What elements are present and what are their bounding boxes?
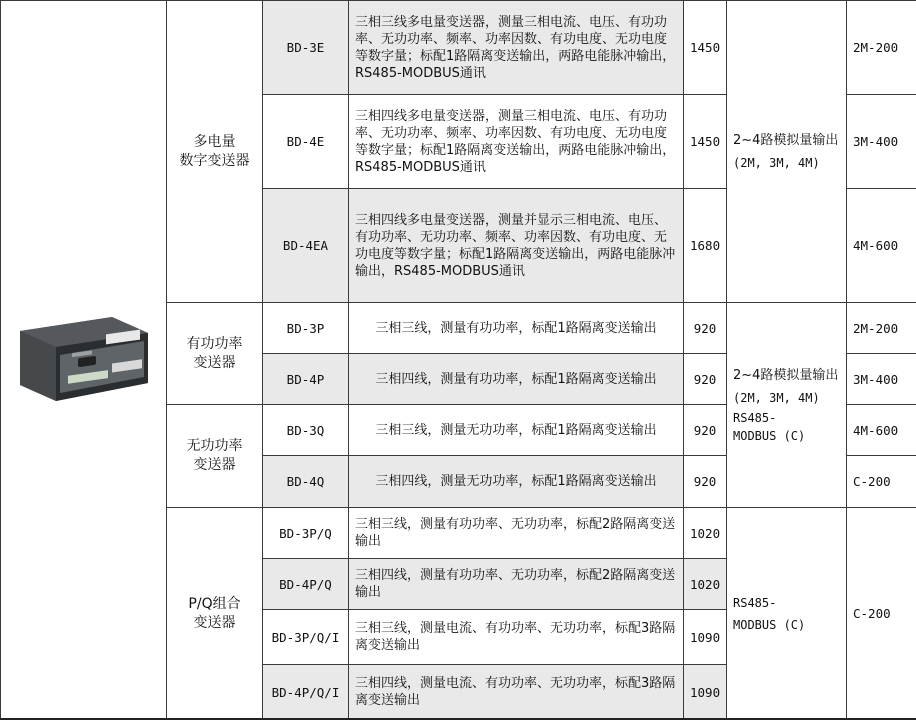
output-label: 2~4路模拟量输出	[733, 132, 839, 148]
extension-cell: C-200	[847, 508, 916, 720]
description-cell: 三相三线，测量电流、有功功率、无功功率，标配3路隔离变送输出	[349, 610, 684, 665]
price-cell: 1450	[684, 1, 727, 95]
device-image-cell	[1, 1, 167, 720]
model-cell: BD-4P	[263, 354, 349, 405]
output-cell-multi	[727, 1, 847, 303]
output-label: (2M, 3M, 4M)	[733, 155, 820, 170]
model-cell: BD-4Q	[263, 456, 349, 508]
model-cell: BD-4P/Q/I	[263, 665, 349, 720]
table-row	[1, 1, 916, 95]
category-multi	[167, 1, 263, 303]
model-cell: BD-4E	[263, 95, 349, 189]
price-cell: 1090	[684, 665, 727, 720]
extension-cell: C-200	[847, 456, 916, 508]
category-label: 变送器	[193, 354, 236, 371]
category-label: 有功功率	[186, 335, 243, 352]
description-cell: 三相三线多电量变送器，测量三相电流、电压、有功功率、无功功率、频率、功率因数、有功电度、无功电度等数字量；标配1路隔离变送输出，两路电能脉冲输出，RS485-MODBUS通讯	[349, 1, 684, 95]
description-cell: 三相四线，测量有功功率、无功功率，标配2路隔离变送输出	[349, 559, 684, 610]
model-cell: BD-4EA	[263, 189, 349, 303]
description-cell: 三相四线，测量无功功率，标配1路隔离变送输出	[349, 456, 684, 508]
model-cell: BD-3P/Q/I	[263, 610, 349, 665]
description-cell: 三相四线多电量变送器，测量三相电流、电压、有功功率、无功功率、频率、功率因数、有功电度、无功电度等数字量；标配1路隔离变送输出，两路电能脉冲输出，RS485-MODBUS通讯	[349, 95, 684, 189]
extension-cell: 3M-400	[847, 354, 916, 405]
category-label: 数字变送器	[179, 152, 250, 169]
model-cell: BD-3P/Q	[263, 508, 349, 559]
description-cell: 三相四线多电量变送器，测量并显示三相电流、电压、有功功率、无功功率、频率、功率因数、有功电度、无功电度等数字量；标配1路隔离变送输出，两路电能脉冲输出，RS485-MODBUS通讯	[349, 189, 684, 303]
price-cell: 1090	[684, 610, 727, 665]
description-cell: 三相三线，测量有功功率、无功功率，标配2路隔离变送输出	[349, 508, 684, 559]
model-cell: BD-3Q	[263, 405, 349, 456]
price-cell: 920	[684, 354, 727, 405]
output-label: 2~4路模拟量输出	[733, 368, 839, 383]
output-label: MODBUS (C)	[733, 617, 806, 632]
price-cell: 1020	[684, 559, 727, 610]
category-active	[167, 303, 263, 405]
price-cell: 1680	[684, 189, 727, 303]
category-label: 无功功率	[186, 438, 243, 454]
description-cell: 三相四线，测量有功功率，标配1路隔离变送输出	[349, 354, 684, 405]
transmitter-device-icon	[16, 303, 152, 418]
category-label: 变送器	[193, 614, 236, 631]
price-cell: 920	[684, 456, 727, 508]
model-cell: BD-4P/Q	[263, 559, 349, 610]
output-cell-combo	[727, 508, 847, 720]
output-label: MODBUS (C)	[733, 429, 806, 443]
price-cell: 1450	[684, 95, 727, 189]
category-label: 变送器	[193, 457, 236, 473]
price-cell: 1020	[684, 508, 727, 559]
model-cell: BD-3E	[263, 1, 349, 95]
price-cell: 920	[684, 405, 727, 456]
output-label: RS485-	[733, 595, 777, 610]
category-reactive	[167, 405, 263, 508]
output-cell-pq	[727, 303, 847, 508]
price-cell: 920	[684, 303, 727, 354]
extension-cell: 2M-200	[847, 303, 916, 354]
category-pq	[167, 508, 263, 720]
output-label: (2M, 3M, 4M)	[733, 391, 820, 405]
model-cell: BD-3P	[263, 303, 349, 354]
extension-cell: 3M-400	[847, 95, 916, 189]
extension-cell: 2M-200	[847, 1, 916, 95]
extension-cell: 4M-600	[847, 405, 916, 456]
category-label: P/Q组合	[188, 595, 241, 612]
description-cell: 三相三线，测量无功功率，标配1路隔离变送输出	[349, 405, 684, 456]
bottom-rule	[0, 718, 916, 720]
extension-cell: 4M-600	[847, 189, 916, 303]
output-label: RS485-	[733, 411, 777, 425]
category-label: 多电量	[193, 133, 236, 150]
description-cell: 三相三线，测量有功功率，标配1路隔离变送输出	[349, 303, 684, 354]
description-cell: 三相四线，测量电流、有功功率、无功功率，标配3路隔离变送输出	[349, 665, 684, 720]
